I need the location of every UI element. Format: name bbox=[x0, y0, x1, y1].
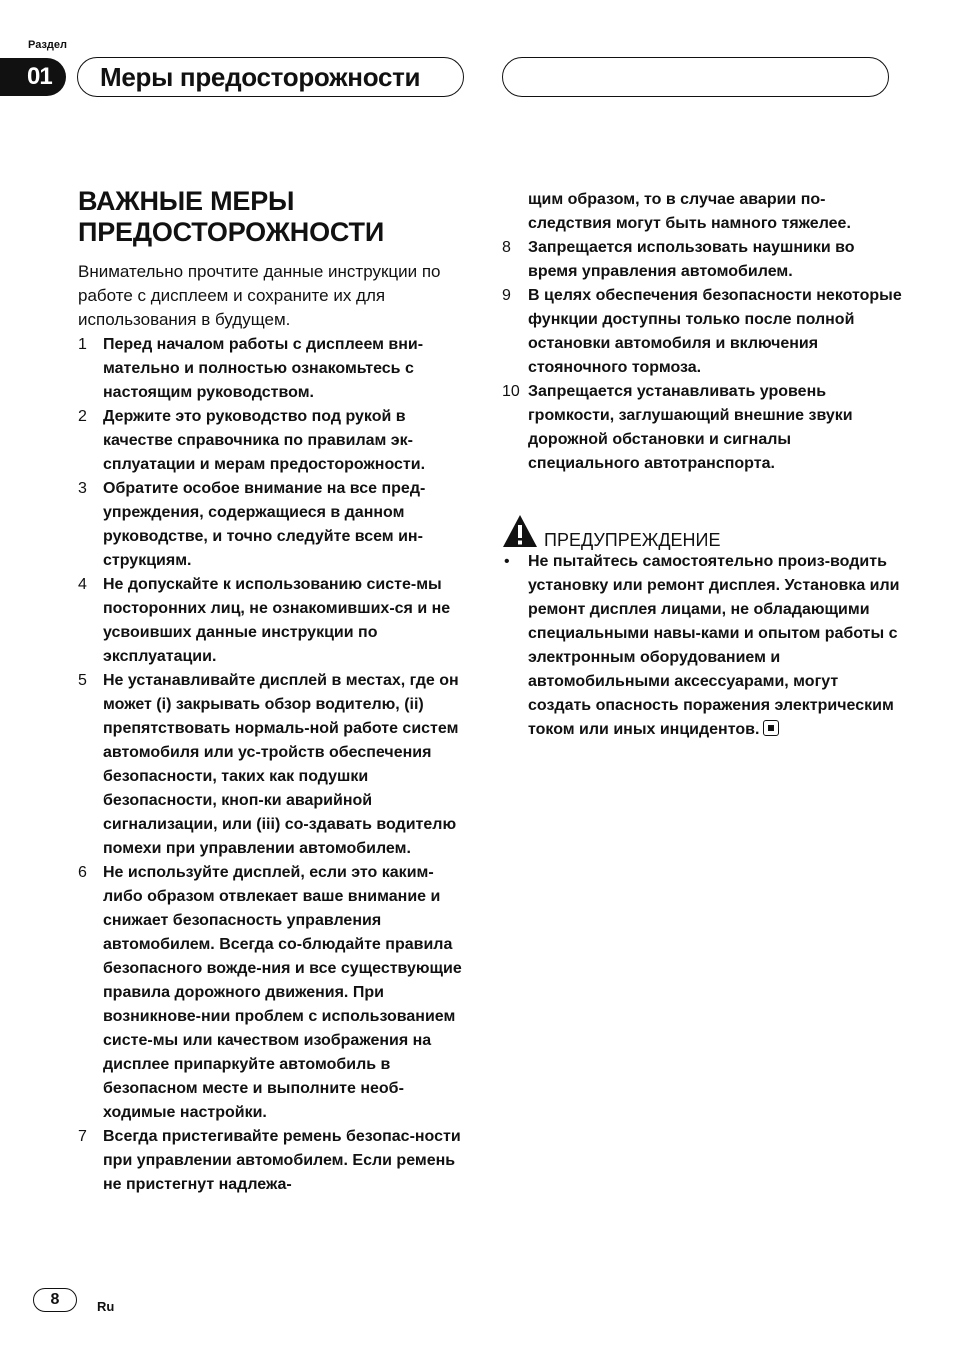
list-item: 8 Запрещается использовать наушники во время управления автомобилем. bbox=[502, 239, 855, 280]
list-item: 1 Перед началом работы с дисплеем вни-мательно и полностью ознакомьтесь с настоящим руководством. bbox=[78, 336, 424, 401]
left-column bbox=[78, 186, 470, 1197]
list-item: 9 В целях обеспечения безопасности некоторые функции доступны только после полной остановки автомобиля и включения стояночного тормоза. bbox=[502, 287, 902, 376]
list-item: 10 Запрещается устанавливать уровень громкости, заглушающий внешние звуки дорожной обстановки и сигналы специального автотранспорта. bbox=[502, 383, 853, 472]
warning-item: • Не пытайтесь самостоятельно произ-водить установку или ремонт дисплея. Установка или ремонт дисплея лицами, не обладающими специальными навы-ками и опытом работы с электронным оборудованием и автомобильными аксессуарами, могут создать опасность поражения электрическим током или иных инцидентов. bbox=[502, 550, 902, 742]
end-of-section-icon bbox=[763, 720, 779, 736]
right-column bbox=[502, 188, 902, 742]
language-code: Ru bbox=[97, 1299, 115, 1314]
section-number-badge: 01 bbox=[0, 58, 66, 96]
bullet-mark: • bbox=[504, 553, 510, 570]
page-number: 8 bbox=[33, 1288, 77, 1312]
list-item: 2 Держите это руководство под рукой в качестве справочника по правилам эк-сплуатации и мерам предосторожности. bbox=[78, 408, 426, 473]
warning-triangle-icon bbox=[502, 513, 538, 549]
warning-title: ПРЕДУПРЕЖДЕНИЕ bbox=[544, 530, 721, 550]
page-title: ВАЖНЫЕ МЕРЫ ПРЕДОСТОРОЖНОСТИ bbox=[78, 186, 385, 247]
list-item: 3 Обратите особое внимание на все пред-упреждения, содержащиеся в данном руководстве, и точно следуйте всем ин-струкциям. bbox=[78, 480, 426, 569]
empty-header-pill bbox=[502, 57, 889, 97]
list-item: 5 Не устанавливайте дисплей в местах, где он может (i) закрывать обзор водителю, (ii) препятствовать нормаль-ной работе систем автомобиля или ус-тройств обеспечения безопасности, таких как подушки безопасности, кноп-ки аварийной сигнализации, или (iii) со-здавать водителю помехи при управлении автомобилем. bbox=[78, 672, 459, 857]
list-item: 4 Не допускайте к использованию систе-мы посторонних лиц, не ознакомивших-ся и не усвоивших данные инструкции по эксплуатации. bbox=[78, 576, 451, 665]
chapter-title: Меры предосторожности bbox=[77, 57, 464, 97]
list-item-continuation: щим образом, то в случае аварии по-следствия могут быть намного тяжелее. bbox=[528, 191, 851, 232]
intro-paragraph: Внимательно прочтите данные инструкции по работе с дисплеем и сохраните их для использования в будущем. bbox=[78, 262, 441, 329]
warning-header bbox=[502, 511, 902, 549]
list-item: 7 Всегда пристегивайте ремень безопас-ности при управлении автомобилем. Если ремень не пристегнут надлежа- bbox=[78, 1128, 461, 1193]
section-label: Раздел bbox=[28, 39, 67, 51]
list-item: 6 Не используйте дисплей, если это каким-либо образом отвлекает ваше внимание и снижает безопасность управления автомобилем. Всегда со-блюдайте правила безопасного вожде-ния и все существующие правила дорожного движения. При возникнове-нии проблем с использованием систе-мы или качеством изображения на дисплее припаркуйте автомобиль в безопасном месте и выполните необ-ходимые настройки. bbox=[78, 864, 462, 1121]
